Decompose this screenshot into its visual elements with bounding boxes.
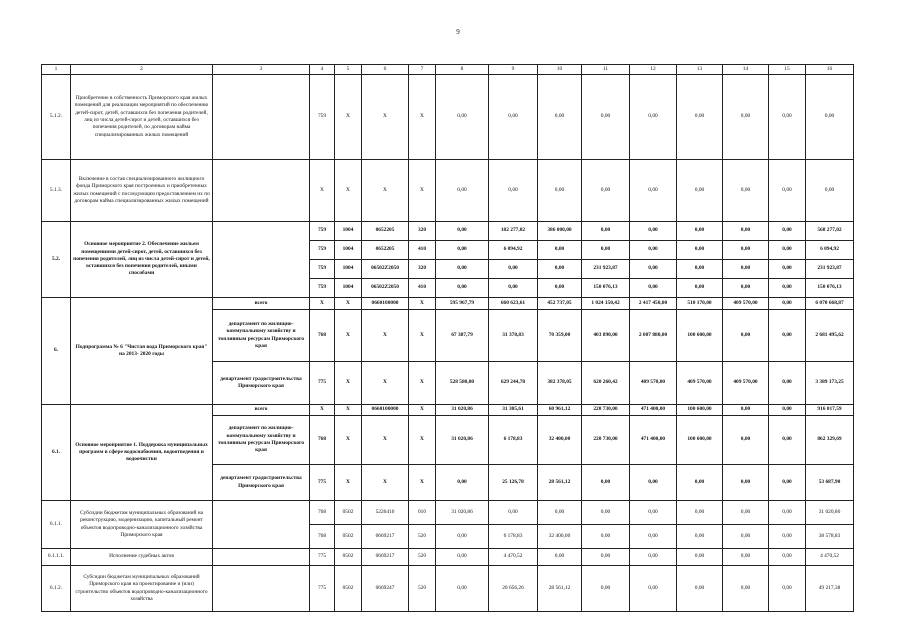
table-cell: 0,00 bbox=[630, 75, 677, 160]
table-cell: 31 378,83 bbox=[489, 310, 538, 362]
table-cell: 0,00 bbox=[538, 75, 582, 160]
header-cell: 11 bbox=[582, 65, 630, 75]
table-cell: 759 bbox=[310, 222, 335, 241]
table-cell: 595 967,79 bbox=[436, 298, 489, 310]
table-cell: 0,00 bbox=[806, 75, 854, 160]
table-cell: 4 470,52 bbox=[489, 549, 538, 566]
table-cell: 1 024 150,42 bbox=[582, 298, 630, 310]
table-cell: 231 923,87 bbox=[582, 260, 630, 279]
table-cell: 28 561,12 bbox=[538, 465, 582, 501]
table-cell: 100 600,00 bbox=[677, 310, 723, 362]
table-cell: 775 bbox=[310, 566, 335, 612]
table-cell: 620 260,42 bbox=[582, 362, 630, 405]
table-cell: 0,00 bbox=[723, 279, 769, 298]
table-cell: 31 020,86 bbox=[436, 501, 489, 525]
table-cell: X bbox=[362, 160, 409, 222]
table-cell: 0,00 bbox=[677, 566, 723, 612]
table-cell: 0,00 bbox=[769, 416, 806, 465]
table-cell: 182 277,02 bbox=[489, 222, 538, 241]
table-cell: 0,00 bbox=[538, 549, 582, 566]
table-cell: 0,00 bbox=[436, 160, 489, 222]
table-cell: 0,00 bbox=[677, 160, 723, 222]
table-cell: 0,00 bbox=[436, 241, 489, 260]
table-cell: 0,00 bbox=[582, 222, 630, 241]
table-cell: 0669217 bbox=[362, 525, 409, 549]
table-row bbox=[42, 501, 854, 525]
row-name: Субсидии бюджетам муниципальных образований Приморского края на проектирование и (или) строительство объектов водопроводно-канализационного хозяйства bbox=[71, 566, 213, 612]
table-cell: X bbox=[362, 310, 409, 362]
table-cell: 0,00 bbox=[723, 241, 769, 260]
table-cell: 471 400,00 bbox=[630, 416, 677, 465]
table-cell: 25 126,78 bbox=[489, 465, 538, 501]
table-cell: 0,00 bbox=[538, 501, 582, 525]
table-cell: 568 277,02 bbox=[806, 222, 854, 241]
table-cell: 0,00 bbox=[806, 160, 854, 222]
empty-cell bbox=[213, 222, 310, 298]
header-cell: 10 bbox=[538, 65, 582, 75]
table-cell: 0,00 bbox=[436, 525, 489, 549]
empty-cell bbox=[213, 549, 310, 566]
table-cell: X bbox=[409, 298, 436, 310]
row-name: Приобретение в собственность Приморского края жилых помещений для реализации мероприятий по обеспечению детей-сирот, детей, оставшихся без попечения родителей, лиц из числа детей-сирот и детей, оставшихся без попечения родителей, по договорам найма специализированных жилых помещений bbox=[71, 75, 213, 160]
empty-cell bbox=[213, 501, 310, 549]
table-cell: 0,00 bbox=[582, 465, 630, 501]
table-cell: 0,00 bbox=[769, 75, 806, 160]
table-cell: 38 578,83 bbox=[806, 525, 854, 549]
table-cell: 0,00 bbox=[630, 160, 677, 222]
table-cell: 0,00 bbox=[436, 75, 489, 160]
table-cell: 775 bbox=[310, 362, 335, 405]
row-code: 5.1.2. bbox=[42, 75, 71, 160]
table-cell: 0,00 bbox=[769, 222, 806, 241]
header-cell: 5 bbox=[335, 65, 362, 75]
table-cell: 2 007 880,00 bbox=[630, 310, 677, 362]
table-cell: X bbox=[335, 160, 362, 222]
table-cell: 0,00 bbox=[769, 465, 806, 501]
table-cell: 0,00 bbox=[489, 75, 538, 160]
table-cell: 320 bbox=[409, 222, 436, 241]
table-cell: 06502Z2050 bbox=[362, 260, 409, 279]
table-row bbox=[42, 405, 854, 416]
table-cell: 759 bbox=[310, 260, 335, 279]
table-cell: 6 178,83 bbox=[489, 416, 538, 465]
table-cell: 0,00 bbox=[436, 566, 489, 612]
table-cell: 1004 bbox=[335, 241, 362, 260]
table-cell: 759 bbox=[310, 241, 335, 260]
table-cell: 0,00 bbox=[436, 279, 489, 298]
row-name: Субсидии бюджетам муниципальных образований на реконструкцию, модернизацию, капитальный ремонт объектов водопроводно-канализационного хозяйства Приморского края bbox=[71, 501, 213, 549]
header-cell: 1 bbox=[42, 65, 71, 75]
table-cell: 759 bbox=[310, 279, 335, 298]
table-cell: 0,00 bbox=[769, 566, 806, 612]
table-cell: 0,00 bbox=[630, 279, 677, 298]
table-cell: 0,00 bbox=[582, 566, 630, 612]
table-cell: 409 570,00 bbox=[723, 298, 769, 310]
header-cell: 4 bbox=[310, 65, 335, 75]
table-cell: 60 961,12 bbox=[538, 405, 582, 416]
table-cell: 5226410 bbox=[362, 501, 409, 525]
table-cell: 0669217 bbox=[362, 549, 409, 566]
table-cell: 0,00 bbox=[769, 362, 806, 405]
table-row bbox=[42, 566, 854, 612]
header-cell: 12 bbox=[630, 65, 677, 75]
table-cell: 0,00 bbox=[677, 501, 723, 525]
table-cell: 32 400,00 bbox=[538, 416, 582, 465]
table-cell: 0,00 bbox=[538, 241, 582, 260]
table-cell: 4 470,52 bbox=[806, 549, 854, 566]
table-cell: 53 687,90 bbox=[806, 465, 854, 501]
row-name: Основное мероприятие 2. Обеспечение жильем помещениями детей-сирот, детей, оставшихся без попечения родителей, лиц из числа детей-сирот и детей, оставшихся без попечения родителей, иными способами bbox=[71, 222, 213, 298]
table-cell: 629 244,78 bbox=[489, 362, 538, 405]
table-cell: 520 bbox=[409, 525, 436, 549]
table-cell: 100 600,00 bbox=[677, 416, 723, 465]
table-cell: 31 020,86 bbox=[436, 416, 489, 465]
table-cell: 0,00 bbox=[723, 260, 769, 279]
table-cell: 0,00 bbox=[538, 160, 582, 222]
table-cell: 28 561,12 bbox=[538, 566, 582, 612]
header-cell: 13 bbox=[677, 65, 723, 75]
table-cell: 0,00 bbox=[677, 465, 723, 501]
table-cell: 409 570,00 bbox=[723, 362, 769, 405]
table-cell: 0,00 bbox=[677, 241, 723, 260]
table-cell: X bbox=[362, 465, 409, 501]
table-cell: X bbox=[362, 75, 409, 160]
table-cell: 0,00 bbox=[489, 279, 538, 298]
row-label: департамент градостроительства Приморского края bbox=[213, 362, 310, 405]
table-cell: 0,00 bbox=[769, 241, 806, 260]
table-cell: X bbox=[335, 75, 362, 160]
table-cell: 1004 bbox=[335, 222, 362, 241]
table-cell: 0,00 bbox=[630, 525, 677, 549]
table-cell: 0,00 bbox=[769, 298, 806, 310]
table-cell: 150 076,13 bbox=[806, 279, 854, 298]
table-cell: 409 570,00 bbox=[677, 362, 723, 405]
table-row bbox=[42, 160, 854, 222]
budget-table bbox=[41, 64, 854, 612]
empty-cell bbox=[213, 160, 310, 222]
header-cell: 7 bbox=[409, 65, 436, 75]
table-cell: 0,00 bbox=[630, 566, 677, 612]
table-cell: X bbox=[409, 465, 436, 501]
table-cell: 520 bbox=[409, 549, 436, 566]
table-cell: 0,00 bbox=[436, 465, 489, 501]
table-cell: 916 017,59 bbox=[806, 405, 854, 416]
table-cell: 6 070 668,87 bbox=[806, 298, 854, 310]
table-cell: 0,00 bbox=[769, 501, 806, 525]
table-cell: 150 076,13 bbox=[582, 279, 630, 298]
table-cell: 231 923,87 bbox=[806, 260, 854, 279]
table-cell: 528 580,00 bbox=[436, 362, 489, 405]
row-name: Подпрограмма № 6 "Чистая вода Приморского края" на 2013- 2020 годы bbox=[71, 298, 213, 405]
table-cell: 0660100000 bbox=[362, 298, 409, 310]
table-cell: X bbox=[362, 362, 409, 405]
header-cell: 2 bbox=[71, 65, 213, 75]
table-cell: 0,00 bbox=[769, 279, 806, 298]
row-label: всего bbox=[213, 405, 310, 416]
row-code: 6.1.1. bbox=[42, 501, 71, 549]
table-cell: 0,00 bbox=[677, 75, 723, 160]
table-cell: 0,00 bbox=[489, 501, 538, 525]
table-cell: 31 305,61 bbox=[489, 405, 538, 416]
table-cell: 0,00 bbox=[677, 222, 723, 241]
table-cell: 20 656,26 bbox=[489, 566, 538, 612]
table-cell: X bbox=[409, 405, 436, 416]
table-cell: X bbox=[335, 416, 362, 465]
table-cell: 768 bbox=[310, 310, 335, 362]
table-cell: X bbox=[409, 160, 436, 222]
table-cell: 0,00 bbox=[582, 525, 630, 549]
empty-cell bbox=[213, 75, 310, 160]
table-cell: 0,00 bbox=[677, 260, 723, 279]
header-cell: 6 bbox=[362, 65, 409, 75]
table-cell: 0,00 bbox=[538, 260, 582, 279]
row-name: Исполнение судебных актов bbox=[71, 549, 213, 566]
table-cell: 0,00 bbox=[582, 241, 630, 260]
table-cell: X bbox=[409, 416, 436, 465]
table-row bbox=[42, 75, 854, 160]
table-cell: 386 000,00 bbox=[538, 222, 582, 241]
table-cell: 0652205 bbox=[362, 241, 409, 260]
row-label: департамент градостроительства Приморского края bbox=[213, 465, 310, 501]
page-number: 9 bbox=[456, 28, 460, 36]
table-cell: 0,00 bbox=[723, 566, 769, 612]
table-cell: 768 bbox=[310, 501, 335, 525]
table-cell: 70 359,00 bbox=[538, 310, 582, 362]
row-code: 6.1.2. bbox=[42, 566, 71, 612]
table-cell: 0,00 bbox=[630, 549, 677, 566]
row-name: Основное мероприятие 1. Поддержка муниципальных программ в сфере водоснабжения, водоотведения и водоочистки bbox=[71, 405, 213, 501]
table-cell: 67 387,79 bbox=[436, 310, 489, 362]
table-cell: 0,00 bbox=[723, 549, 769, 566]
table-cell: 0502 bbox=[335, 549, 362, 566]
table-cell: 6 178,83 bbox=[489, 525, 538, 549]
table-cell: 0,00 bbox=[769, 525, 806, 549]
table-cell: 520 bbox=[409, 566, 436, 612]
table-cell: X bbox=[335, 465, 362, 501]
table-cell: 0,00 bbox=[582, 549, 630, 566]
table-cell: 409 570,00 bbox=[630, 362, 677, 405]
table-cell: 0,00 bbox=[723, 465, 769, 501]
table-cell: 32 400,00 bbox=[538, 525, 582, 549]
table-cell: 0,00 bbox=[769, 549, 806, 566]
table-cell: 0,00 bbox=[769, 260, 806, 279]
table-cell: 2 417 450,00 bbox=[630, 298, 677, 310]
table-cell: 0,00 bbox=[630, 260, 677, 279]
table-cell: 0,00 bbox=[582, 501, 630, 525]
table-cell: 0,00 bbox=[769, 405, 806, 416]
table-cell: X bbox=[409, 362, 436, 405]
table-cell: 3 389 173,25 bbox=[806, 362, 854, 405]
table-cell: X bbox=[310, 298, 335, 310]
table-cell: 0,00 bbox=[436, 260, 489, 279]
table-cell: 320 bbox=[409, 260, 436, 279]
table-cell: X bbox=[335, 298, 362, 310]
table-cell: 0,00 bbox=[489, 160, 538, 222]
table-cell: 410 bbox=[409, 279, 436, 298]
table-cell: 31 020,86 bbox=[806, 501, 854, 525]
table-cell: 010 bbox=[409, 501, 436, 525]
table-cell: 100 600,00 bbox=[677, 405, 723, 416]
header-cell: 15 bbox=[769, 65, 806, 75]
table-cell: 768 bbox=[310, 416, 335, 465]
table-cell: 0,00 bbox=[630, 222, 677, 241]
header-cell: 16 bbox=[806, 65, 854, 75]
table-cell: 0660100000 bbox=[362, 405, 409, 416]
table-cell: X bbox=[335, 362, 362, 405]
header-cell: 8 bbox=[436, 65, 489, 75]
table-cell: 31 020,86 bbox=[436, 405, 489, 416]
table-cell: 0,00 bbox=[489, 260, 538, 279]
table-cell: 6 094,92 bbox=[806, 241, 854, 260]
table-cell: 1004 bbox=[335, 260, 362, 279]
table-cell: 0,00 bbox=[436, 549, 489, 566]
table-cell: 0,00 bbox=[538, 279, 582, 298]
table-cell: 403 890,00 bbox=[582, 310, 630, 362]
table-cell: 1004 bbox=[335, 279, 362, 298]
table-cell: 0,00 bbox=[630, 241, 677, 260]
table-row bbox=[42, 298, 854, 310]
row-code: 6.1.1.1. bbox=[42, 549, 71, 566]
row-code: 5.2. bbox=[42, 222, 71, 298]
table-cell: 660 623,61 bbox=[489, 298, 538, 310]
table-cell: 0,00 bbox=[582, 160, 630, 222]
table-cell: 0,00 bbox=[723, 75, 769, 160]
table-cell: 862 329,69 bbox=[806, 416, 854, 465]
table-cell: 0,00 bbox=[723, 405, 769, 416]
table-cell: 0669247 bbox=[362, 566, 409, 612]
table-cell: X bbox=[335, 405, 362, 416]
table-cell: 0,00 bbox=[723, 525, 769, 549]
table-cell: 2 681 495,62 bbox=[806, 310, 854, 362]
table-cell: 0,00 bbox=[723, 222, 769, 241]
row-code: 5.1.3. bbox=[42, 160, 71, 222]
row-label: департамент по жилищно-коммунальному хозяйству и топливным ресурсам Приморского края bbox=[213, 416, 310, 465]
table-cell: 775 bbox=[310, 549, 335, 566]
table-cell: 510 170,00 bbox=[677, 298, 723, 310]
table-cell: 0,00 bbox=[769, 310, 806, 362]
table-cell: 0,00 bbox=[630, 501, 677, 525]
table-cell: X bbox=[409, 75, 436, 160]
table-cell: 452 737,05 bbox=[538, 298, 582, 310]
table-cell: 0,00 bbox=[723, 416, 769, 465]
table-cell: 0502 bbox=[335, 525, 362, 549]
table-cell: X bbox=[362, 416, 409, 465]
table-cell: 0502 bbox=[335, 501, 362, 525]
table-cell: 0,00 bbox=[677, 279, 723, 298]
table-cell: 0,00 bbox=[677, 525, 723, 549]
table-cell: 0,00 bbox=[723, 501, 769, 525]
table-cell: 775 bbox=[310, 465, 335, 501]
table-cell: X bbox=[409, 310, 436, 362]
row-code: 6.1. bbox=[42, 405, 71, 501]
row-label: всего bbox=[213, 298, 310, 310]
row-name: Включение в состав специализированного жилищного фонда Приморского края построенных и приобретенных жилых помещений с последующим предоставлением их по договорам найма специализированных жилых помещений bbox=[71, 160, 213, 222]
header-cell: 14 bbox=[723, 65, 769, 75]
table-row bbox=[42, 222, 854, 241]
table-cell: 0,00 bbox=[723, 310, 769, 362]
table-cell: 382 378,05 bbox=[538, 362, 582, 405]
table-cell: 06502Z2050 bbox=[362, 279, 409, 298]
table-cell: 410 bbox=[409, 241, 436, 260]
table-row bbox=[42, 549, 854, 566]
table-cell: 0,00 bbox=[582, 75, 630, 160]
table-cell: 220 730,00 bbox=[582, 405, 630, 416]
table-cell: 471 400,00 bbox=[630, 405, 677, 416]
table-cell: 0,00 bbox=[630, 465, 677, 501]
table-cell: 768 bbox=[310, 525, 335, 549]
empty-cell bbox=[213, 566, 310, 612]
table-cell: 0,00 bbox=[723, 160, 769, 222]
table-cell: 0,00 bbox=[769, 160, 806, 222]
table-cell: 49 217,38 bbox=[806, 566, 854, 612]
table-cell: X bbox=[335, 310, 362, 362]
row-label: департамент по жилищно-коммунальному хозяйству и топливным ресурсам Приморского края bbox=[213, 310, 310, 362]
table-cell: 0502 bbox=[335, 566, 362, 612]
row-code: 6. bbox=[42, 298, 71, 405]
table-cell: 759 bbox=[310, 75, 335, 160]
header-cell: 9 bbox=[489, 65, 538, 75]
header-row bbox=[42, 65, 854, 75]
table-cell: 220 730,00 bbox=[582, 416, 630, 465]
table-cell: 6 094,92 bbox=[489, 241, 538, 260]
table-cell: X bbox=[310, 160, 335, 222]
table-cell: 0652205 bbox=[362, 222, 409, 241]
table-cell: 0,00 bbox=[677, 549, 723, 566]
table-cell: 0,00 bbox=[436, 222, 489, 241]
header-cell: 3 bbox=[213, 65, 310, 75]
table-cell: X bbox=[310, 405, 335, 416]
